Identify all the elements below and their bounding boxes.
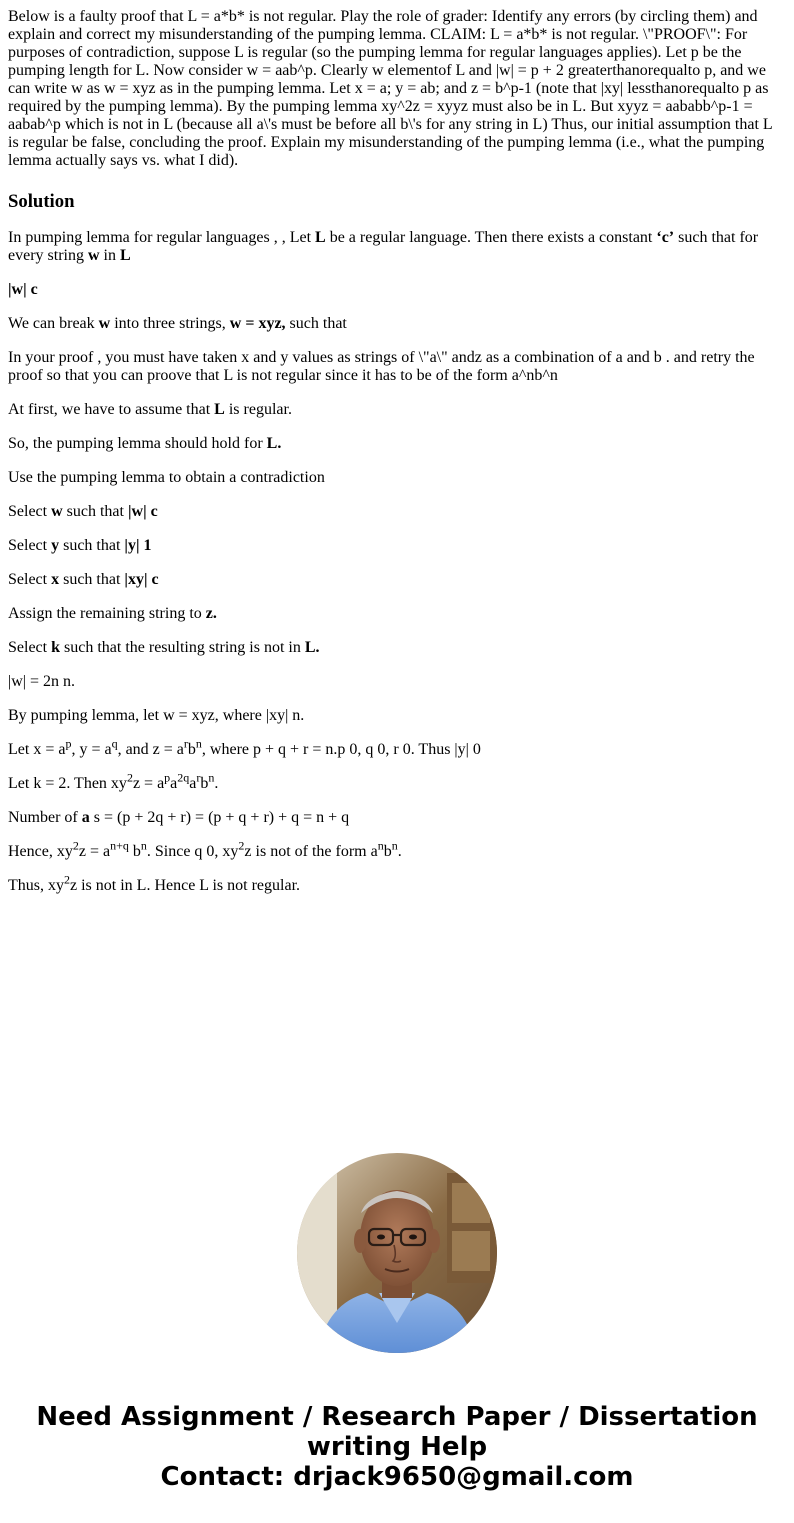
answer-paragraph: Hence, $xy^2z = a^{n+q}$ $b^n$. Since q 0, $xy^2z$ is not of the form $a^nb^n$. [8, 838, 402, 860]
answer-paragraph: Select w such that |w| c [8, 503, 158, 520]
answer-paragraph: Number of a s = (p + 2q + r) = (p + q + r) + q = n + q [8, 809, 350, 826]
answer-paragraph: By pumping lemma, let w = xyz, where |xy| n. [8, 707, 305, 724]
promo-banner [0, 1402, 794, 1492]
promo-line: writing Help [306, 1432, 488, 1462]
answer-section [8, 229, 778, 895]
promo-line: Need Assignment / Research Paper / Dissertation [36, 1402, 758, 1432]
answer-paragraph: In pumping lemma for regular languages , , Let L be a regular language. Then there exists a constant ‘c’ such that for every string w in L [8, 229, 759, 264]
contact-email: Contact: drjack9650@gmail.com [160, 1462, 634, 1492]
answer-paragraph: We can break w into three strings, w = xyz, such that [8, 315, 347, 332]
answer-paragraph: Thus, $xy^2z$ is not in L. Hence L is not regular. [8, 872, 301, 894]
document-body [8, 8, 778, 911]
answer-paragraph: At first, we have to assume that L is regular. [8, 401, 292, 418]
answer-paragraph: Select y such that |y| 1 [8, 537, 152, 554]
answer-paragraph: Let $x = a^p$, $y = a^q$, and $z = a^rb^n$, where p + q + r = n.p 0, q 0, r 0. Thus |y| 0 [8, 736, 481, 758]
answer-paragraph: In your proof , you must have taken x and y values as strings of \"a\" andz as a combination of a and b . and retry the proof so that you can proove that L is not regular since it has to be of the form a^nb^n [8, 349, 755, 384]
answer-paragraph: |w| c [8, 281, 38, 298]
avatar [297, 1153, 497, 1353]
answer-paragraph: So, the pumping lemma should hold for L. [8, 435, 282, 452]
answer-paragraph: |w| = 2n n. [8, 673, 75, 690]
answer-paragraph: Select k such that the resulting string is not in L. [8, 639, 320, 656]
solution-heading: Solution [8, 191, 75, 212]
answer-paragraph: Let k = 2. Then $xy^2z = a^pa^{2q}a^rb^n$. [8, 770, 219, 792]
answer-paragraph: Assign the remaining string to z. [8, 605, 217, 622]
question-text: Below is a faulty proof that L = a*b* is not regular. Play the role of grader: Identify any errors (by circling them) and explain and correct my misunderstanding of the pumping lemma. CLAIM: L = a*b* is not regular. \"PROOF\": For purposes of contradiction, suppose L is regular (so the pumping lemma for regular languages applies). Let p be the pumping length for L. Now consider w = aab^p. Clearly w elementof L and |w| = p + 2 greaterthanorequalto p, and we can write w as w = xyz as in the pumping lemma. Let x = a; y = ab; and z = b^p-1 (note that |xy| lessthanorequalto p as required by the pumping lemma). By the pumping lemma xy^2z = xyyz must also be in L. But xyyz = aababb^p-1 = aabab^p which is not in L (because all a\'s must be before all b\'s for any string in L) Thus, our initial assumption that L is regular be false, concluding the proof. Explain my misunderstanding of the pumping lemma (i.e., what the pumping lemma actually says vs. what I did). [8, 8, 773, 169]
answer-paragraph: Use the pumping lemma to obtain a contradiction [8, 469, 325, 486]
answer-paragraph: Select x such that |xy| c [8, 571, 159, 588]
author-portrait [297, 1153, 497, 1353]
